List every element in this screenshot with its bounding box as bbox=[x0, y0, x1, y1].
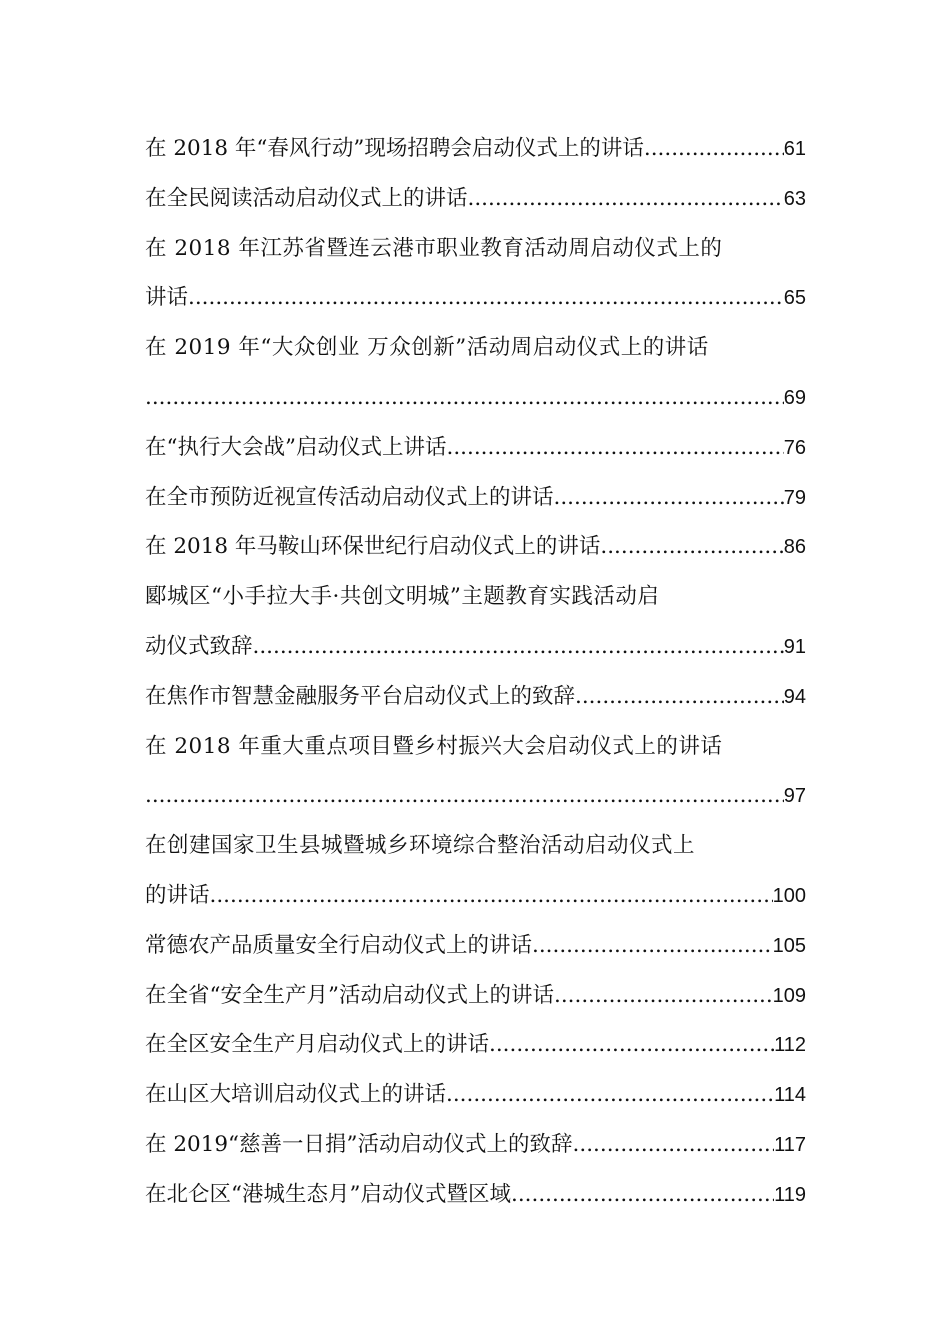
dot-leader bbox=[446, 1070, 774, 1120]
dot-leader bbox=[489, 1020, 774, 1070]
dot-leader bbox=[575, 672, 784, 722]
toc-entry[interactable] bbox=[145, 1120, 806, 1170]
toc-entry-title: 在全民阅读活动启动仪式上的讲话 bbox=[145, 185, 468, 211]
toc-page-number: 100 bbox=[772, 884, 806, 907]
toc-entry-title: 在 2019 年“大众创业 万众创新”活动周启动仪式上的讲话 bbox=[145, 335, 709, 361]
dot-leader bbox=[188, 273, 784, 323]
dot-leader bbox=[511, 1170, 774, 1220]
toc-page-number: 112 bbox=[774, 1034, 806, 1057]
toc-page-number: 86 bbox=[783, 536, 806, 559]
toc-entry-title-continued: 动仪式致辞 bbox=[145, 633, 253, 659]
toc-page-number: 105 bbox=[772, 934, 806, 957]
toc-entry-continuation[interactable] bbox=[145, 622, 806, 672]
toc-entry[interactable] bbox=[145, 722, 806, 772]
toc-page-number: 65 bbox=[783, 287, 806, 310]
toc-entry-title: 在山区大培训启动仪式上的讲话 bbox=[145, 1082, 447, 1108]
toc-entry[interactable] bbox=[145, 473, 806, 523]
dot-leader bbox=[446, 423, 783, 473]
toc-page-number: 114 bbox=[774, 1084, 806, 1107]
dot-leader bbox=[554, 473, 784, 523]
dot-leader bbox=[253, 622, 784, 672]
toc-entry-title-continued: 的讲话 bbox=[145, 882, 210, 908]
dot-leader bbox=[554, 971, 773, 1021]
toc-entry[interactable] bbox=[145, 522, 806, 572]
toc-entry-title: 在全省“安全生产月”活动启动仪式上的讲话 bbox=[145, 982, 554, 1008]
dot-leader bbox=[532, 921, 773, 971]
toc-entry-title: 在“执行大会战”启动仪式上讲话 bbox=[145, 434, 447, 460]
toc-entry-title: 在 2018 年重大重点项目暨乡村振兴大会启动仪式上的讲话 bbox=[145, 733, 723, 759]
toc-page-number: 91 bbox=[783, 635, 806, 658]
toc-entry[interactable] bbox=[145, 224, 806, 274]
toc-page-number: 119 bbox=[774, 1183, 806, 1206]
toc-page-number: 109 bbox=[772, 984, 806, 1007]
toc-entry[interactable] bbox=[145, 1070, 806, 1120]
toc-entry[interactable] bbox=[145, 423, 806, 473]
toc-entry-title: 在全市预防近视宣传活动启动仪式上的讲话 bbox=[145, 484, 554, 510]
toc-entry-title: 在创建国家卫生县城暨城乡环境综合整治活动启动仪式上 bbox=[145, 833, 696, 859]
toc-page-number: 117 bbox=[774, 1133, 806, 1156]
toc-entry-title: 郾城区“小手拉大手·共创文明城”主题教育实践活动启 bbox=[145, 584, 660, 610]
dot-leader bbox=[600, 522, 783, 572]
toc-entry[interactable] bbox=[145, 821, 806, 871]
toc-entry[interactable] bbox=[145, 921, 806, 971]
dot-leader bbox=[468, 174, 784, 224]
toc-entry-title: 在 2019“慈善一日捐”活动启动仪式上的致辞 bbox=[145, 1131, 573, 1157]
dot-leader bbox=[573, 1120, 775, 1170]
toc-entry-title: 在全区安全生产月启动仪式上的讲话 bbox=[145, 1032, 490, 1058]
toc-entry[interactable] bbox=[145, 323, 806, 373]
toc-page-number: 94 bbox=[783, 685, 806, 708]
toc-entry[interactable] bbox=[145, 174, 806, 224]
toc-entry-title: 在 2018 年马鞍山环保世纪行启动仪式上的讲话 bbox=[145, 534, 601, 560]
dot-leader bbox=[210, 871, 773, 921]
toc-entry-title: 在焦作市智慧金融服务平台启动仪式上的致辞 bbox=[145, 683, 576, 709]
toc-entry-continuation[interactable] bbox=[145, 373, 806, 423]
toc-entry-title: 在 2018 年“春风行动”现场招聘会启动仪式上的讲话 bbox=[145, 136, 644, 161]
toc-page-number: 97 bbox=[783, 785, 806, 808]
toc-entry-continuation[interactable] bbox=[145, 771, 806, 821]
toc-entry[interactable] bbox=[145, 971, 806, 1021]
toc-entry-title: 在 2018 年江苏省暨连云港市职业教育活动周启动仪式上的 bbox=[145, 235, 723, 261]
toc-entry-title: 在北仑区“港城生态月”启动仪式暨区域 bbox=[145, 1181, 511, 1207]
toc-entry[interactable] bbox=[145, 1170, 806, 1220]
dot-leader bbox=[644, 124, 784, 174]
toc-entry-continuation[interactable] bbox=[145, 273, 806, 323]
table-of-contents bbox=[145, 124, 806, 1220]
toc-entry-continuation[interactable] bbox=[145, 871, 806, 921]
toc-page-number: 63 bbox=[783, 187, 806, 210]
toc-entry[interactable] bbox=[145, 1020, 806, 1070]
toc-page-number: 69 bbox=[783, 386, 806, 409]
toc-entry[interactable] bbox=[145, 572, 806, 622]
toc-entry[interactable] bbox=[145, 124, 806, 174]
toc-page-number: 79 bbox=[783, 486, 806, 509]
dot-leader bbox=[145, 771, 784, 821]
toc-entry[interactable] bbox=[145, 672, 806, 722]
toc-entry-title-continued: 讲话 bbox=[145, 285, 189, 311]
toc-page-number: 61 bbox=[783, 138, 806, 160]
dot-leader bbox=[145, 373, 784, 423]
toc-entry-title: 常德农产品质量安全行启动仪式上的讲话 bbox=[145, 932, 533, 958]
toc-page-number: 76 bbox=[783, 436, 806, 459]
